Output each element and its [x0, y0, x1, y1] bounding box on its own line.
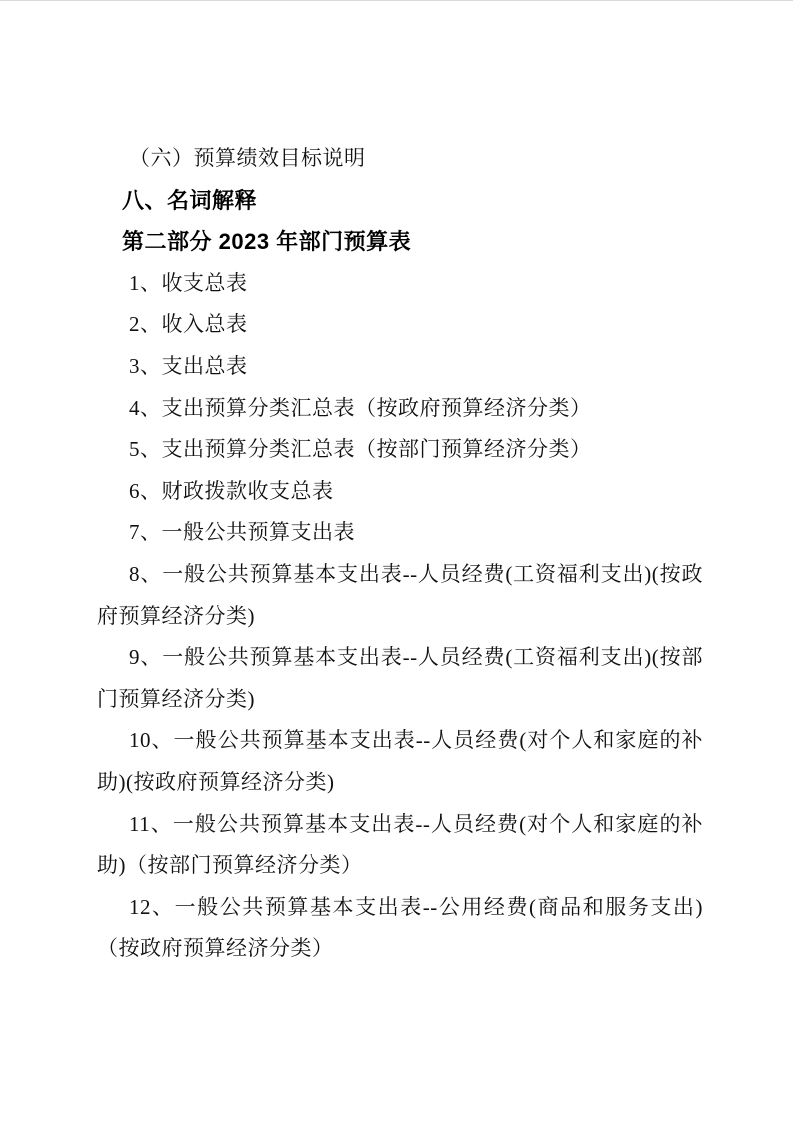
toc-line-9-personnel-wage-dept: 9、一般公共预算基本支出表--人员经费(工资福利支出)(按部门预算经济分类)	[97, 645, 703, 711]
section-heading-glossary: 八、名词解释	[122, 187, 258, 213]
toc-line-3-expense-summary: 3、支出总表	[129, 353, 248, 378]
document-content	[97, 138, 703, 970]
toc-line-5-expense-by-dept-class: 5、支出预算分类汇总表（按部门预算经济分类）	[129, 437, 592, 462]
toc-line-11-personnel-subsidy-dept: 11、一般公共预算基本支出表--人员经费(对个人和家庭的补助)（按部门预算经济分类）	[97, 811, 703, 878]
toc-line-10-personnel-subsidy-gov: 10、一般公共预算基本支出表--人员经费(对个人和家庭的补助)(按政府预算经济分类)	[97, 728, 703, 794]
toc-line-2-income-summary: 2、收入总表	[129, 312, 248, 337]
section-heading-part2-budget-tables: 第二部分 2023 年部门预算表	[122, 229, 412, 255]
toc-line-1-income-expense-summary: 1、收支总表	[129, 270, 248, 295]
toc-line-6-fiscal-appropriation: 6、财政拨款收支总表	[129, 478, 334, 503]
toc-line-4-expense-by-gov-class: 4、支出预算分类汇总表（按政府预算经济分类）	[129, 395, 592, 420]
toc-line-12-public-goods-services: 12、一般公共预算基本支出表--公用经费(商品和服务支出)（按政府预算经济分类）	[97, 894, 703, 961]
toc-line-budget-performance-note: （六）预算绩效目标说明	[129, 146, 366, 170]
toc-line-7-general-public-budget: 7、一般公共预算支出表	[129, 520, 355, 545]
toc-line-8-personnel-wage-gov: 8、一般公共预算基本支出表--人员经费(工资福利支出)(按政府预算经济分类)	[97, 561, 703, 628]
